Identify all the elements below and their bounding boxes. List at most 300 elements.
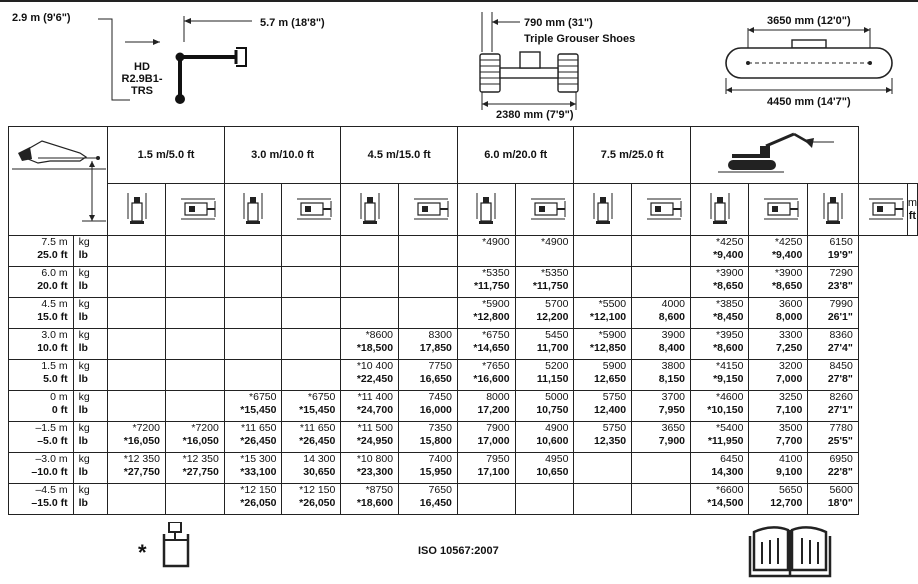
- radius-header: 3.0 m/10.0 ft: [224, 127, 341, 184]
- value-imperial: *15,450: [299, 404, 336, 416]
- value-imperial: *16,600: [473, 373, 510, 385]
- capacity-cell: [749, 422, 808, 453]
- over-front-icon: [703, 189, 737, 227]
- value-metric: kg: [78, 236, 90, 248]
- configuration-line: TRS: [131, 85, 153, 97]
- value-metric: 4100: [778, 453, 803, 465]
- value-imperial: 11,150: [536, 373, 569, 385]
- value-imperial: 27'8": [827, 373, 853, 385]
- unit-cell: [73, 391, 108, 422]
- asterisk-symbol: *: [138, 540, 147, 565]
- value-metric: *12 350: [182, 453, 219, 465]
- value-metric: *11 500: [357, 422, 394, 434]
- value-imperial: 25'5": [827, 435, 853, 447]
- value-imperial: 17,000: [477, 435, 510, 447]
- value-metric: *5350: [541, 267, 569, 279]
- value-imperial: *11,950: [707, 435, 744, 447]
- value-imperial: *26,450: [299, 435, 336, 447]
- value-metric: *10 400: [356, 360, 394, 372]
- capacity-cell: [632, 484, 691, 515]
- value-imperial: *9,400: [713, 249, 744, 261]
- value-imperial: *27,750: [123, 466, 160, 478]
- value-imperial: 26'1": [827, 311, 853, 323]
- value-imperial: lb: [78, 280, 88, 292]
- over-side-icon: [521, 189, 569, 227]
- capacity-cell: [691, 391, 749, 422]
- stick-length-label: 5.7 m (18'8"): [260, 17, 325, 29]
- over-side-icon-cell: [399, 184, 458, 236]
- radius-header: 4.5 m/15.0 ft: [341, 127, 458, 184]
- value-imperial: *12,100: [589, 311, 627, 323]
- capacity-cell: [282, 391, 341, 422]
- value-metric: kg: [78, 329, 90, 341]
- over-side-icon: [404, 189, 452, 227]
- over-side-icon-cell: [858, 184, 907, 236]
- capacity-cell: [515, 422, 574, 453]
- max-reach-cell: [808, 391, 859, 422]
- value-metric: *15 300: [240, 453, 277, 465]
- capacity-cell: [515, 391, 574, 422]
- table-row: [9, 267, 918, 298]
- value-imperial: 8,400: [658, 342, 685, 354]
- value-metric: *6600: [715, 484, 744, 496]
- value-metric: 7900: [486, 422, 510, 434]
- value-imperial: *26,450: [240, 435, 277, 447]
- value-imperial: 23'8": [827, 280, 853, 292]
- capacity-cell: [515, 484, 574, 515]
- value-metric: *12 150: [240, 484, 277, 496]
- capacity-cell: [224, 453, 282, 484]
- value-imperial: *8,600: [713, 342, 744, 354]
- value-imperial: 5.0 ft: [43, 373, 68, 385]
- over-front-icon-cell: [224, 184, 282, 236]
- unit-cell: [73, 329, 108, 360]
- value-metric: 3800: [661, 360, 685, 372]
- value-imperial: *16,050: [123, 435, 160, 447]
- max-reach-icon-cell: [691, 127, 859, 184]
- table-row: [9, 484, 918, 515]
- value-metric: 8450: [829, 360, 853, 372]
- capacity-cell: [224, 267, 282, 298]
- value-metric: *5500: [598, 298, 627, 310]
- over-front-icon-cell: [457, 184, 515, 236]
- value-metric: 0 m: [50, 391, 68, 403]
- value-imperial: 10,750: [536, 404, 569, 416]
- value-imperial: 10.0 ft: [37, 342, 68, 354]
- value-metric: 3.0 m: [41, 329, 68, 341]
- capacity-cell: [691, 298, 749, 329]
- shoe-type-label: Triple Grouser Shoes: [524, 33, 636, 45]
- value-imperial: 15,800: [419, 435, 452, 447]
- capacity-cell: [341, 236, 399, 267]
- value-metric: kg: [78, 391, 90, 403]
- value-metric: kg: [78, 298, 90, 310]
- iso-standard-label: ISO 10567:2007: [418, 545, 499, 557]
- radius-header: 1.5 m/5.0 ft: [108, 127, 225, 184]
- value-metric: 5000: [545, 391, 569, 403]
- value-metric: 4900: [545, 422, 569, 434]
- value-metric: 5750: [602, 391, 627, 403]
- capacity-cell: [457, 298, 515, 329]
- value-imperial: *11,750: [473, 280, 510, 292]
- capacity-cell: [224, 298, 282, 329]
- capacity-cell: [457, 422, 515, 453]
- value-metric: 7650: [428, 484, 452, 496]
- capacity-cell: [574, 484, 632, 515]
- value-metric: kg: [78, 360, 90, 372]
- value-metric: 6.0 m: [41, 267, 68, 279]
- over-side-icon-cell: [165, 184, 224, 236]
- capacity-cell: [691, 236, 749, 267]
- value-metric: kg: [78, 453, 90, 465]
- over-front-icon: [586, 189, 620, 227]
- value-imperial: 19'9": [827, 249, 853, 261]
- table-row: [9, 329, 918, 360]
- capacity-cell: [632, 329, 691, 360]
- value-imperial: *14,650: [473, 342, 510, 354]
- value-imperial: 8,000: [776, 311, 803, 323]
- value-metric: 14 300: [303, 453, 336, 465]
- value-metric: 8000: [486, 391, 510, 403]
- capacity-cell: [341, 267, 399, 298]
- value-imperial: 8,600: [658, 311, 685, 323]
- max-reach-cell: [808, 360, 859, 391]
- value-imperial: *26,050: [299, 497, 336, 509]
- capacity-cell: [457, 453, 515, 484]
- track-side-icon: [720, 20, 900, 100]
- track-gauge-label: 2380 mm (7'9"): [496, 109, 574, 121]
- capacity-cell: [691, 422, 749, 453]
- value-metric: 5200: [545, 360, 569, 372]
- over-side-icon-cell: [749, 184, 808, 236]
- value-metric: 6950: [829, 453, 853, 465]
- capacity-cell: [749, 484, 808, 515]
- value-metric: 4950: [545, 453, 569, 465]
- capacity-cell: [399, 298, 458, 329]
- value-metric: *3900: [715, 267, 744, 279]
- value-imperial: –10.0 ft: [31, 466, 68, 478]
- capacity-cell: [224, 484, 282, 515]
- capacity-cell: [399, 453, 458, 484]
- value-imperial: 9,100: [776, 466, 803, 478]
- capacity-cell: [515, 267, 574, 298]
- value-imperial: *8,650: [713, 280, 744, 292]
- capacity-cell: [457, 236, 515, 267]
- value-metric: 7400: [428, 453, 452, 465]
- value-imperial: *15,450: [240, 404, 277, 416]
- table-row: [9, 453, 918, 484]
- value-metric: *5900: [598, 329, 627, 341]
- capacity-cell: [574, 453, 632, 484]
- value-metric: 7350: [428, 422, 452, 434]
- over-front-icon-cell: [808, 184, 859, 236]
- value-metric: *5900: [482, 298, 510, 310]
- value-metric: *6750: [482, 329, 510, 341]
- over-front-icon: [816, 189, 850, 227]
- value-imperial: 15.0 ft: [37, 311, 68, 323]
- value-metric: kg: [78, 484, 90, 496]
- max-reach-cell: [808, 236, 859, 267]
- capacity-rows: [9, 236, 918, 515]
- over-side-icon-cell: [282, 184, 341, 236]
- value-imperial: 16,450: [419, 497, 452, 509]
- capacity-cell: [165, 360, 224, 391]
- capacity-cell: [574, 267, 632, 298]
- value-metric: 5750: [602, 422, 627, 434]
- value-imperial: lb: [78, 466, 88, 478]
- capacity-cell: [165, 298, 224, 329]
- load-point-height-cell: [9, 298, 74, 329]
- value-metric: *12 350: [123, 453, 160, 465]
- capacity-cell: [108, 484, 166, 515]
- value-metric: *4900: [541, 236, 569, 248]
- value-imperial: *12,800: [473, 311, 510, 323]
- radius-header: 6.0 m/20.0 ft: [457, 127, 574, 184]
- value-imperial: 7,000: [776, 373, 803, 385]
- value-imperial: 12,200: [536, 311, 569, 323]
- value-imperial: *18,500: [356, 342, 394, 354]
- capacity-cell: [165, 329, 224, 360]
- load-point-height-icon-cell: [9, 127, 108, 236]
- value-metric: 7780: [829, 422, 853, 434]
- value-metric: *4900: [482, 236, 510, 248]
- value-metric: 7990: [829, 298, 853, 310]
- capacity-cell: [108, 267, 166, 298]
- load-point-height-icon: [10, 131, 106, 227]
- value-metric: –3.0 m: [35, 453, 68, 465]
- capacity-cell: [108, 453, 166, 484]
- value-imperial: 16,000: [419, 404, 452, 416]
- load-point-height-cell: [9, 329, 74, 360]
- table-row: [9, 360, 918, 391]
- value-imperial: 7,950: [658, 404, 685, 416]
- value-imperial: 17,850: [419, 342, 452, 354]
- capacity-cell: [341, 453, 399, 484]
- max-reach-cell: [808, 422, 859, 453]
- value-imperial: 27'1": [827, 404, 853, 416]
- capacity-cell: [341, 298, 399, 329]
- value-metric: *7200: [132, 422, 160, 434]
- boom-length-label: 2.9 m (9'6"): [12, 12, 71, 24]
- value-metric: *8750: [365, 484, 394, 496]
- load-point-height-cell: [9, 391, 74, 422]
- over-front-icon-cell: [691, 184, 749, 236]
- capacity-cell: [165, 236, 224, 267]
- value-metric: 5600: [829, 484, 853, 496]
- value-imperial: 16,650: [419, 373, 452, 385]
- capacity-cell: [399, 267, 458, 298]
- value-imperial: *9,400: [771, 249, 803, 261]
- value-metric: 3250: [778, 391, 803, 403]
- unit-cell: [73, 422, 108, 453]
- unit-cell: [73, 267, 108, 298]
- value-metric: *6750: [307, 391, 336, 403]
- value-metric: *6750: [249, 391, 277, 403]
- over-side-icon-cell: [632, 184, 691, 236]
- capacity-cell: [108, 360, 166, 391]
- capacity-cell: [515, 360, 574, 391]
- value-imperial: –5.0 ft: [37, 435, 68, 447]
- value-imperial: 12,650: [594, 373, 627, 385]
- value-imperial: *18,600: [356, 497, 394, 509]
- capacity-cell: [341, 391, 399, 422]
- over-side-icon: [287, 189, 335, 227]
- value-metric: 5900: [602, 360, 627, 372]
- value-imperial: *16,050: [182, 435, 219, 447]
- value-imperial: 25.0 ft: [37, 249, 68, 261]
- value-imperial: 8,150: [658, 373, 685, 385]
- value-metric: *12 150: [299, 484, 336, 496]
- load-point-height-cell: [9, 236, 74, 267]
- value-metric: *4250: [774, 236, 803, 248]
- value-imperial: 10,600: [536, 435, 569, 447]
- value-metric: 6150: [829, 236, 853, 248]
- capacity-cell: [749, 236, 808, 267]
- value-imperial: *24,700: [356, 404, 394, 416]
- over-side-icon-cell: [515, 184, 574, 236]
- value-imperial: *27,750: [182, 466, 219, 478]
- value-metric: 3500: [778, 422, 803, 434]
- value-metric: 8360: [829, 329, 853, 341]
- capacity-cell: [108, 391, 166, 422]
- unit-cell: [73, 484, 108, 515]
- capacity-cell: [574, 298, 632, 329]
- table-row: [9, 236, 918, 267]
- value-imperial: lb: [78, 497, 88, 509]
- value-metric: *4600: [715, 391, 744, 403]
- value-imperial: lb: [78, 373, 88, 385]
- capacity-cell: [457, 391, 515, 422]
- value-imperial: 0 ft: [51, 404, 68, 416]
- capacity-cell: [282, 360, 341, 391]
- load-point-height-cell: [9, 267, 74, 298]
- capacity-cell: [108, 298, 166, 329]
- capacity-cell: [108, 329, 166, 360]
- configuration-line: HD: [134, 61, 150, 73]
- capacity-cell: [165, 453, 224, 484]
- configuration-line: R2.9B1-: [121, 73, 163, 85]
- capacity-cell: [749, 391, 808, 422]
- value-metric: 6450: [720, 453, 744, 465]
- capacity-cell: [691, 484, 749, 515]
- value-metric: kg: [78, 267, 90, 279]
- capacity-cell: [574, 391, 632, 422]
- value-metric: 3600: [778, 298, 803, 310]
- load-point-height-cell: [9, 422, 74, 453]
- unit-cell: [73, 453, 108, 484]
- capacity-cell: [574, 236, 632, 267]
- over-front-icon: [353, 189, 387, 227]
- capacity-cell: [457, 484, 515, 515]
- capacity-cell: [224, 236, 282, 267]
- table-row: [9, 298, 918, 329]
- value-imperial: 17,100: [477, 466, 510, 478]
- capacity-cell: [632, 453, 691, 484]
- value-imperial: *23,300: [356, 466, 394, 478]
- over-side-icon: [637, 189, 685, 227]
- excavator-icon: [714, 128, 834, 178]
- value-imperial: *33,100: [240, 466, 277, 478]
- capacity-cell: [165, 422, 224, 453]
- value-imperial: lb: [78, 249, 88, 261]
- capacity-cell: [224, 360, 282, 391]
- value-imperial: *8,650: [771, 280, 803, 292]
- value-imperial: 20.0 ft: [37, 280, 68, 292]
- unit-cell: [73, 236, 108, 267]
- value-metric: 1.5 m: [41, 360, 68, 372]
- over-side-icon: [859, 189, 907, 227]
- reach-unit-m: m: [907, 196, 917, 209]
- capacity-cell: [341, 484, 399, 515]
- value-metric: 4.5 m: [41, 298, 68, 310]
- capacity-cell: [108, 422, 166, 453]
- capacity-cell: [399, 329, 458, 360]
- max-reach-cell: [808, 298, 859, 329]
- load-point-height-cell: [9, 360, 74, 391]
- load-point-height-cell: [9, 453, 74, 484]
- over-front-icon: [120, 189, 154, 227]
- capacity-cell: [341, 360, 399, 391]
- track-length-overall-label: 4450 mm (14'7"): [767, 96, 851, 108]
- value-imperial: 17,200: [477, 404, 510, 416]
- radius-header: 7.5 m/25.0 ft: [574, 127, 691, 184]
- capacity-cell: [399, 360, 458, 391]
- capacity-cell: [691, 267, 749, 298]
- value-imperial: *14,500: [707, 497, 744, 509]
- reach-unit-header: [907, 184, 917, 236]
- value-metric: *7200: [191, 422, 219, 434]
- value-metric: *5400: [715, 422, 744, 434]
- value-imperial: 30,650: [303, 466, 336, 478]
- shoe-width-label: 790 mm (31"): [524, 17, 593, 29]
- capacity-cell: [515, 329, 574, 360]
- value-imperial: lb: [78, 404, 88, 416]
- capacity-cell: [574, 422, 632, 453]
- value-imperial: 12,400: [594, 404, 627, 416]
- load-point-height-cell: [9, 484, 74, 515]
- value-metric: *3850: [715, 298, 744, 310]
- capacity-cell: [632, 267, 691, 298]
- capacity-cell: [515, 453, 574, 484]
- value-imperial: lb: [78, 342, 88, 354]
- value-metric: 3200: [778, 360, 803, 372]
- value-imperial: *24,950: [356, 435, 394, 447]
- hydraulic-limited-icon: [160, 522, 192, 570]
- value-metric: *10 800: [356, 453, 394, 465]
- reach-unit-ft: ft: [908, 209, 917, 222]
- capacity-cell: [749, 298, 808, 329]
- value-metric: 7290: [829, 267, 853, 279]
- capacity-cell: [691, 360, 749, 391]
- value-metric: kg: [78, 422, 90, 434]
- unit-cell: [73, 298, 108, 329]
- value-metric: 5700: [545, 298, 569, 310]
- over-side-icon: [171, 189, 219, 227]
- capacity-cell: [632, 360, 691, 391]
- max-reach-cell: [808, 267, 859, 298]
- value-metric: *11 650: [241, 422, 277, 434]
- capacity-cell: [515, 298, 574, 329]
- value-imperial: 12,700: [770, 497, 803, 509]
- configuration-label: [118, 61, 166, 97]
- value-imperial: 14,300: [711, 466, 744, 478]
- capacity-cell: [165, 267, 224, 298]
- over-side-icon: [754, 189, 802, 227]
- value-imperial: 22'8": [827, 466, 853, 478]
- value-metric: 8300: [428, 329, 452, 341]
- value-metric: 3300: [778, 329, 803, 341]
- value-metric: *4250: [715, 236, 744, 248]
